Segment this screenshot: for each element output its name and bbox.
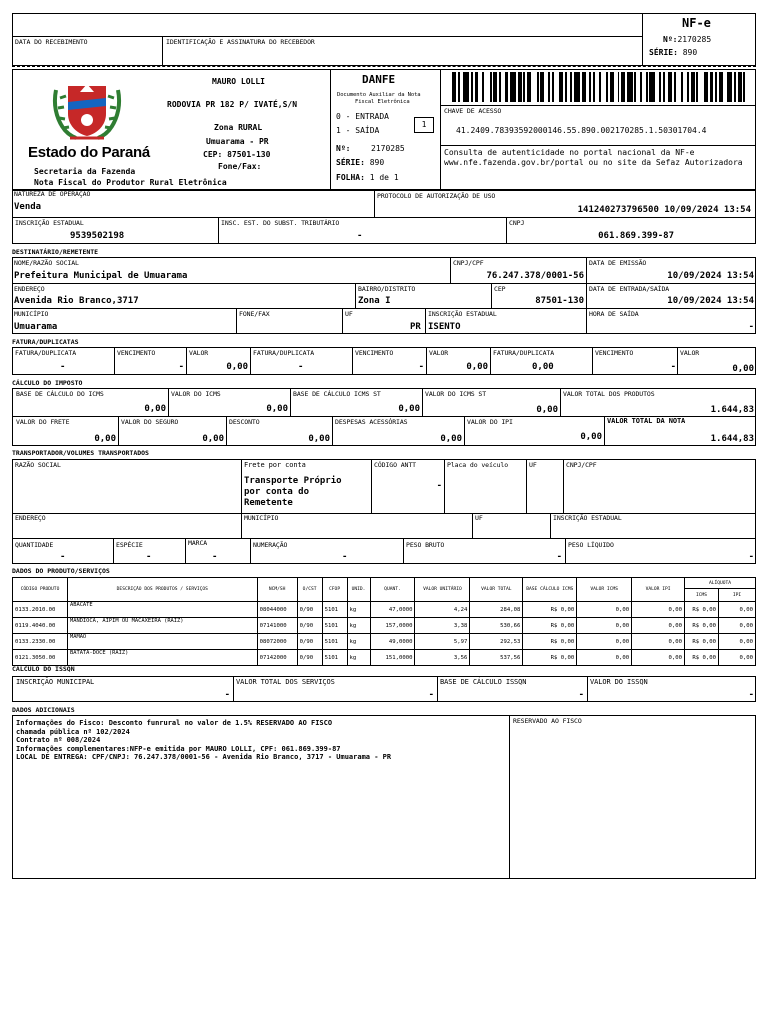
table-cell: 5,97: [415, 634, 470, 650]
adicionais-section: DADOS ADICIONAIS: [12, 706, 75, 714]
transp-qtd: -: [60, 552, 66, 562]
table-cell: kg: [347, 634, 370, 650]
col-ncm: NCM/SH: [257, 578, 297, 602]
table-cell: 0,00: [718, 634, 755, 650]
v-st-value: 0,00: [536, 405, 558, 415]
natureza-value: Venda: [14, 202, 42, 212]
produtos-table: [12, 577, 756, 666]
col-codigo: CÓDIGO PRODUTO: [13, 578, 68, 602]
dest-cep-label: CEP: [494, 285, 506, 293]
transp-antt: -: [436, 481, 442, 491]
table-cell: R$ 0,00: [523, 650, 577, 666]
table-cell: R$ 0,00: [523, 634, 577, 650]
dest-hora-label: HORA DE SAÍDA: [589, 310, 639, 318]
transp-peso-bruto-label: PESO BRUTO: [406, 541, 445, 549]
col-cfop: CFOP: [322, 578, 347, 602]
v-nota-value: 1.644,83: [710, 434, 754, 444]
emitente-endereco: RODOVIA PR 182 P/ IVATÉ,S/N: [167, 100, 298, 109]
data-recebimento-label: DATA DO RECEBIMENTO: [15, 38, 88, 46]
canhoto-serie: SÉRIE: 890: [649, 48, 698, 57]
issqn-v: -: [748, 690, 754, 700]
table-cell: kg: [347, 602, 370, 618]
valor2-value: 0,00: [466, 362, 488, 372]
dest-nome-label: NOME/RAZÃO SOCIAL: [14, 259, 79, 267]
dest-emissao: 10/09/2024 13:54: [667, 271, 754, 281]
bc-icms-label: BASE DE CÁLCULO DO ICMS: [16, 390, 104, 398]
barcode: [452, 72, 750, 102]
valor3-value: 0,00: [732, 364, 754, 374]
venc2-value: -: [418, 362, 424, 372]
tipo-entrada: 0 - ENTRADA: [336, 112, 389, 121]
bc-icms-value: 0,00: [144, 404, 166, 414]
emitente-zona: Zona RURAL: [214, 123, 263, 132]
barcode-bar: [745, 72, 749, 102]
table-cell: R$ 0,00: [523, 602, 577, 618]
transp-municipio-label: MUNICÍPIO: [244, 514, 279, 522]
transp-especie: -: [146, 552, 152, 562]
issqn-im-label: INSCRIÇÃO MUNICIPAL: [16, 678, 95, 686]
table-cell: ABACATE: [67, 602, 257, 618]
table-cell: 5101: [322, 650, 347, 666]
table-cell: 151,0000: [370, 650, 415, 666]
emitente-cidade: Umuarama - PR: [206, 137, 269, 146]
issqn-bc: -: [578, 690, 584, 700]
v-prod-label: VALOR TOTAL DOS PRODUTOS: [563, 390, 655, 398]
table-cell: 3,56: [415, 650, 470, 666]
danfe-numero-label: Nº:: [336, 144, 351, 153]
transp-numeracao-label: NUMERAÇÃO: [253, 541, 288, 549]
dest-ie-label: INSCRIÇÃO ESTADUAL: [428, 310, 497, 318]
frete-label: VALOR DO FRETE: [16, 418, 70, 426]
table-cell: kg: [347, 618, 370, 634]
danfe-numero: 2170285: [371, 144, 405, 153]
cut-line: [12, 66, 756, 67]
table-cell: MAMÃO: [67, 634, 257, 650]
v-nota-label: VALOR TOTAL DA NOTA: [607, 417, 686, 425]
despesas-label: DESPESAS ACESSÓRIAS: [335, 418, 408, 426]
table-cell: 4,24: [415, 602, 470, 618]
nota-produtor: Nota Fiscal do Produtor Rural Eletrônica: [34, 178, 227, 187]
table-cell: 0121.3050.00: [13, 650, 68, 666]
table-cell: 157,0000: [370, 618, 415, 634]
transp-qtd-label: QUANTIDADE: [15, 541, 54, 549]
dest-emissao-label: DATA DE EMISSÃO: [589, 259, 647, 267]
despesas-value: 0,00: [440, 434, 462, 444]
transp-uf2-label: UF: [475, 514, 483, 522]
issqn-bc-label: BASE DE CÁLCULO ISSQN: [440, 678, 527, 686]
table-cell: 0119.4040.00: [13, 618, 68, 634]
col-bc-icms: BASE CÁLCULO ICMS: [523, 578, 577, 602]
table-cell: 08044000: [257, 602, 297, 618]
tipo-operacao-box: 1: [414, 117, 434, 133]
table-cell: 5101: [322, 602, 347, 618]
table-cell: 0133.2010.00: [13, 602, 68, 618]
dest-cep: 87501-130: [535, 296, 584, 306]
table-cell: 0,00: [577, 634, 632, 650]
col-v-icms: VALOR ICMS: [577, 578, 632, 602]
destinatario-section: DESTINATÁRIO/REMETENTE: [12, 248, 99, 256]
fatura-section: FATURA/DUPLICATAS: [12, 338, 79, 346]
transp-numeracao: -: [342, 552, 348, 562]
table-cell: 5101: [322, 618, 347, 634]
transp-marca-label: MARCA: [188, 539, 208, 547]
valor2-label: VALOR: [429, 349, 449, 357]
dest-cnpj: 76.247.378/0001-56: [486, 271, 584, 281]
venc2-label: VENCIMENTO: [355, 349, 394, 357]
secretaria-fazenda: Secretaria da Fazenda: [34, 167, 136, 176]
col-descricao: DESCRIÇÃO DOS PRODUTOS / SERVIÇOS: [67, 578, 257, 602]
dest-fone-label: FONE/FAX: [239, 310, 270, 318]
table-cell: 537,56: [470, 650, 523, 666]
transp-peso-liq-label: PESO LÍQUIDO: [568, 541, 614, 549]
danfe-subtitle1: Documento Auxiliar da Nota: [337, 92, 421, 98]
col-v-ipi: VALOR IPI: [632, 578, 685, 602]
imposto-section: CÁLCULO DO IMPOSTO: [12, 379, 83, 387]
desconto-label: DESCONTO: [229, 418, 260, 426]
danfe-serie: SÉRIE: 890: [336, 158, 385, 167]
table-cell: 0,00: [718, 650, 755, 666]
ie-value: 9539502198: [70, 231, 125, 241]
table-row: [13, 602, 756, 618]
valor1-value: 0,00: [226, 362, 248, 372]
ie-st-value: -: [357, 231, 363, 241]
table-cell: 07142000: [257, 650, 297, 666]
valor3-label: VALOR: [680, 349, 700, 357]
table-cell: 07141000: [257, 618, 297, 634]
cnpj-emit-label: CNPJ: [509, 219, 525, 227]
table-cell: 0133.2330.00: [13, 634, 68, 650]
table-cell: 0,00: [577, 602, 632, 618]
v-prod-value: 1.644,83: [710, 405, 754, 415]
adicional-line: LOCAL DE ENTREGA: CPF/CNPJ: 76.247.378/0001-56 - Avenida Rio Branco, 3717 - Umuarama - PR: [16, 753, 392, 761]
ipi-label: VALOR DO IPI: [467, 418, 513, 426]
fat2-value: -: [298, 362, 304, 372]
seguro-value: 0,00: [202, 434, 224, 444]
v-icms-label: VALOR DO ICMS: [171, 390, 221, 398]
table-cell: R$ 0,00: [685, 634, 719, 650]
table-cell: R$ 0,00: [523, 618, 577, 634]
transp-frete-l3: Remetente: [244, 498, 293, 508]
cnpj-emit-value: 061.869.399-87: [598, 231, 674, 241]
col-quant: QUANT.: [370, 578, 415, 602]
table-cell: MANDIOCA, AIPIM OU MACAXEIRA (RAIZ): [67, 618, 257, 634]
dest-nome: Prefeitura Municipal de Umuarama: [14, 271, 188, 281]
dest-bairro-label: BAIRRO/DISTRITO: [358, 285, 416, 293]
col-unid: UNID.: [347, 578, 370, 602]
valor1-label: VALOR: [189, 349, 209, 357]
ie-st-label: INSC. EST. DO SUBST. TRIBUTÁRIO: [221, 219, 340, 227]
table-cell: 08072000: [257, 634, 297, 650]
emitente-cep: CEP: 87501-130: [203, 150, 271, 159]
col-vtotal: VALOR TOTAL: [470, 578, 523, 602]
col-cst: O/CST: [297, 578, 322, 602]
dest-municipio-label: MUNICÍPIO: [14, 310, 49, 318]
transp-frete-l1: Transporte Próprio: [244, 476, 342, 486]
fat2-label: FATURA/DUPLICATA: [253, 349, 315, 357]
chave-acesso: 41.2409.78393592000146.55.890.002170285.1.50301704.4: [456, 126, 707, 135]
table-cell: 292,53: [470, 634, 523, 650]
ipi-value: 0,00: [580, 432, 602, 442]
dest-entrada: 10/09/2024 13:54: [667, 296, 754, 306]
table-cell: 5101: [322, 634, 347, 650]
table-cell: 0/90: [297, 602, 322, 618]
fat1-value: -: [60, 362, 66, 372]
table-cell: 0/90: [297, 634, 322, 650]
table-cell: 3,38: [415, 618, 470, 634]
table-cell: 0/90: [297, 618, 322, 634]
canhoto: [12, 13, 756, 66]
consulta-text: Consulta de autenticidade no portal nacional da NF-e www.nfe.fazenda.gov.br/portal ou no site da Sefaz Autorizadora: [444, 148, 743, 167]
reservado-fisco-label: RESERVADO AO FISCO: [513, 717, 582, 725]
table-cell: 0,00: [632, 602, 685, 618]
dest-ie: ISENTO: [428, 322, 461, 332]
issqn-im: -: [224, 690, 230, 700]
transp-endereco-label: ENDEREÇO: [15, 514, 46, 522]
adicional-line: Contrato nº 008/2024: [16, 736, 101, 744]
v-st-label: VALOR DO ICMS ST: [425, 390, 487, 398]
col-vunit: VALOR UNITÁRIO: [415, 578, 470, 602]
adicionais-text: [16, 719, 391, 762]
issqn-v-label: VALOR DO ISSQN: [590, 678, 648, 686]
protocolo-label: PROTOCOLO DE AUTORIZAÇÃO DE USO: [377, 192, 496, 200]
parana-coat-of-arms-icon: [50, 80, 124, 142]
tipo-saida: 1 - SAÍDA: [336, 126, 380, 135]
table-cell: 0,00: [632, 634, 685, 650]
chave-label: CHAVE DE ACESSO: [444, 107, 502, 115]
dest-bairro: Zona I: [358, 296, 391, 306]
transp-especie-label: ESPÉCIE: [116, 541, 143, 549]
table-cell: 0,00: [632, 650, 685, 666]
transp-peso-liq: -: [748, 552, 754, 562]
table-cell: R$ 0,00: [685, 618, 719, 634]
table-cell: 49,0000: [370, 634, 415, 650]
transp-antt-label: CÓDIGO ANTT: [374, 461, 416, 469]
dest-hora: -: [748, 322, 754, 332]
venc1-label: VENCIMENTO: [117, 349, 156, 357]
table-row: [13, 650, 756, 666]
adicional-line: chamada pública nº 102/2024: [16, 727, 130, 736]
canhoto-numero: Nº:2170285: [663, 35, 712, 44]
bc-st-label: BASE DE CÁLCULO ICMS ST: [293, 390, 381, 398]
emitente-nome: MAURO LOLLI: [212, 77, 265, 86]
seguro-label: VALOR DO SEGURO: [121, 418, 179, 426]
natureza-label: NATUREZA DE OPERAÇÃO: [14, 190, 91, 198]
danfe-subtitle2: Fiscal Eletrônica: [355, 99, 410, 105]
table-cell: BATATA-DOCE (RAIZ): [67, 650, 257, 666]
col-aliquota: ALÍQUOTA: [685, 578, 756, 589]
venc1-value: -: [178, 362, 184, 372]
protocolo-value: 141240273796500 10/09/2024 13:54: [577, 205, 751, 215]
bc-st-value: 0,00: [398, 404, 420, 414]
table-cell: 47,0000: [370, 602, 415, 618]
adicional-line: Informações complementares:NFP-e emitida por MAURO LOLLI, CPF: 061.869.399-87: [16, 744, 341, 753]
frete-value: 0,00: [94, 434, 116, 444]
table-row: [13, 634, 756, 650]
ie-label: INSCRIÇÃO ESTADUAL: [15, 219, 84, 227]
transp-peso-bruto: -: [556, 552, 562, 562]
estado-parana: Estado do Paraná: [28, 144, 150, 161]
identificacao-label: IDENTIFICAÇÃO E ASSINATURA DO RECEBEDOR: [166, 38, 315, 46]
table-cell: 0,00: [577, 650, 632, 666]
col-aliq-ipi: IPI: [718, 589, 755, 602]
transp-frete-label: Frete por conta: [244, 461, 306, 469]
fat3-label: FATURA/DUPLICATA: [493, 349, 555, 357]
transp-placa-label: Placa do veículo: [447, 461, 509, 469]
dest-uf: PR: [410, 322, 421, 332]
transp-cnpj-label: CNPJ/CPF: [566, 461, 597, 469]
col-aliq-icms: ICMS: [685, 589, 719, 602]
table-cell: 530,66: [470, 618, 523, 634]
venc3-value: -: [670, 362, 676, 372]
dest-cnpj-label: CNPJ/CPF: [453, 259, 484, 267]
danfe-folha: FOLHA: 1 de 1: [336, 173, 399, 182]
transp-razao-label: RAZÃO SOCIAL: [15, 461, 61, 469]
transporte-section: TRANSPORTADOR/VOLUMES TRANSPORTADOS: [12, 449, 149, 457]
dest-uf-label: UF: [345, 310, 353, 318]
fat3-value: 0,00: [532, 362, 554, 372]
desconto-value: 0,00: [308, 434, 330, 444]
table-cell: 0,00: [632, 618, 685, 634]
table-row: [13, 618, 756, 634]
adicional-line: Informações do Fisco: Desconto funrural no valor de 1.5% RESERVADO AO FISCO: [16, 719, 333, 727]
table-cell: 0,00: [718, 618, 755, 634]
transp-ie-label: INSCRIÇÃO ESTADUAL: [553, 514, 622, 522]
transp-frete-l2: por conta do: [244, 487, 310, 497]
venc3-label: VENCIMENTO: [595, 349, 634, 357]
table-cell: 0,00: [718, 602, 755, 618]
dest-entrada-label: DATA DE ENTRADA/SAÍDA: [589, 285, 670, 293]
produtos-section: DADOS DO PRODUTO/SERVIÇOS: [12, 567, 110, 575]
dest-endereco: Avenida Rio Branco,3717: [14, 296, 139, 306]
transp-marca: -: [212, 552, 218, 562]
issqn-vserv-label: VALOR TOTAL DOS SERVIÇOS: [236, 678, 335, 686]
v-icms-value: 0,00: [266, 404, 288, 414]
table-cell: 0,00: [577, 618, 632, 634]
nfe-title: NF-e: [682, 16, 711, 30]
table-cell: R$ 0,00: [685, 602, 719, 618]
dest-municipio: Umuarama: [14, 322, 58, 332]
transp-uf-label: UF: [529, 461, 537, 469]
table-cell: 0/90: [297, 650, 322, 666]
table-cell: R$ 0,00: [685, 650, 719, 666]
emitente-fone: Fone/Fax:: [218, 162, 262, 171]
table-cell: 284,08: [470, 602, 523, 618]
issqn-section: CÁLCULO DO ISSQN: [12, 665, 75, 673]
table-cell: kg: [347, 650, 370, 666]
fat1-label: FATURA/DUPLICATA: [15, 349, 77, 357]
dest-endereco-label: ENDEREÇO: [14, 285, 45, 293]
issqn-vserv: -: [428, 690, 434, 700]
danfe-title: DANFE: [362, 73, 396, 86]
